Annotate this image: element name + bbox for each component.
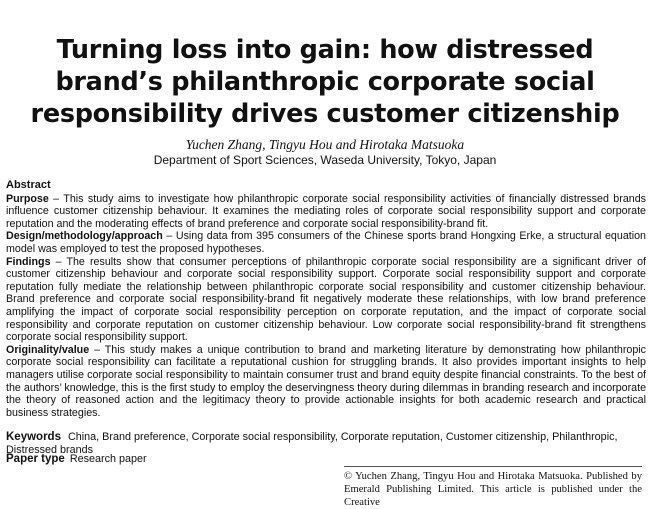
abstract — [6, 179, 646, 419]
paper-title: Turning loss into gain: how distressed brand’s philanthropic corporate social responsibility drives customer citizenship — [30, 35, 620, 129]
section-text: – This study aims to investigate how philanthropic corporate social responsibility activities of financially distressed brands influence customer citizenship behaviour. It examines the mediating roles of corporate social responsibility support and corporate reputation and the moderating effects of brand preference and corporate social responsibility-brand fit. — [6, 192, 646, 230]
paper-type-text: Research paper — [69, 453, 147, 465]
copyright-notice: © Yuchen Zhang, Tingyu Hou and Hirotaka Matsuoka. Published by Emerald Publishing Limited. This article is published under the Creative — [344, 466, 642, 509]
section-label: Findings — [6, 255, 51, 268]
paper-type-label: Paper type — [6, 453, 65, 465]
abstract-heading: Abstract — [6, 179, 51, 191]
abstract-purpose — [6, 193, 646, 231]
author-list: Yuchen Zhang, Tingyu Hou and Hirotaka Matsuoka — [185, 137, 465, 152]
section-label: Originality/value — [6, 343, 90, 356]
paper-type — [6, 453, 147, 466]
affiliation: Department of Sport Sciences, Waseda University, Tokyo, Japan — [153, 153, 497, 167]
section-text: – Using data from 395 consumers of the Chinese sports brand Hongxing Erke, a structural equation model was employed to test the proposed hypotheses. — [6, 230, 646, 255]
abstract-originality — [6, 344, 646, 420]
abstract-findings — [6, 256, 646, 344]
keywords-label: Keywords — [6, 431, 61, 443]
section-label: Design/methodology/approach — [6, 230, 163, 243]
abstract-design — [6, 230, 646, 255]
keywords-text: China, Brand preference, Corporate social responsibility, Corporate reputation, Customer citizenship, Philanthropic, Distressed brands — [6, 431, 618, 456]
section-text: – This study makes a unique contribution to brand and marketing literature by demonstrating how philanthropic corporate social responsibility can facilitate a reputational cushion for struggling brands. It also provides important insights to help managers utilise corporate social responsibility to maintain consumer trust and brand equity despite financial constraints. To the best of the authors’ knowledge, this is the first study to employ the deservingness theory during dilemmas in branding research and incorporate the theory of reasoned action and the legitimacy theory to provide actionable insights for both academic research and practical business strategies. — [6, 343, 647, 419]
section-label: Purpose — [6, 192, 49, 205]
section-text: – The results show that consumer perceptions of philanthropic corporate social responsibility are a significant driver of customer citizenship behaviour and corporate social responsibility support. Corporate social responsibility support and corporate reputation fully mediate the relationship between philanthropic corporate social responsibility and customer citizenship behaviour. Brand preference and corporate social responsibility-brand fit negatively moderate these relationships, with low brand preference amplifying the impact of corporate social responsibility perception on corporate reputation, and the impact of corporate social responsibility and corporate reputation on customer citizenship behaviour. Low corporate social responsibility-brand fit strengthens corporate social responsibility support. — [6, 255, 646, 344]
